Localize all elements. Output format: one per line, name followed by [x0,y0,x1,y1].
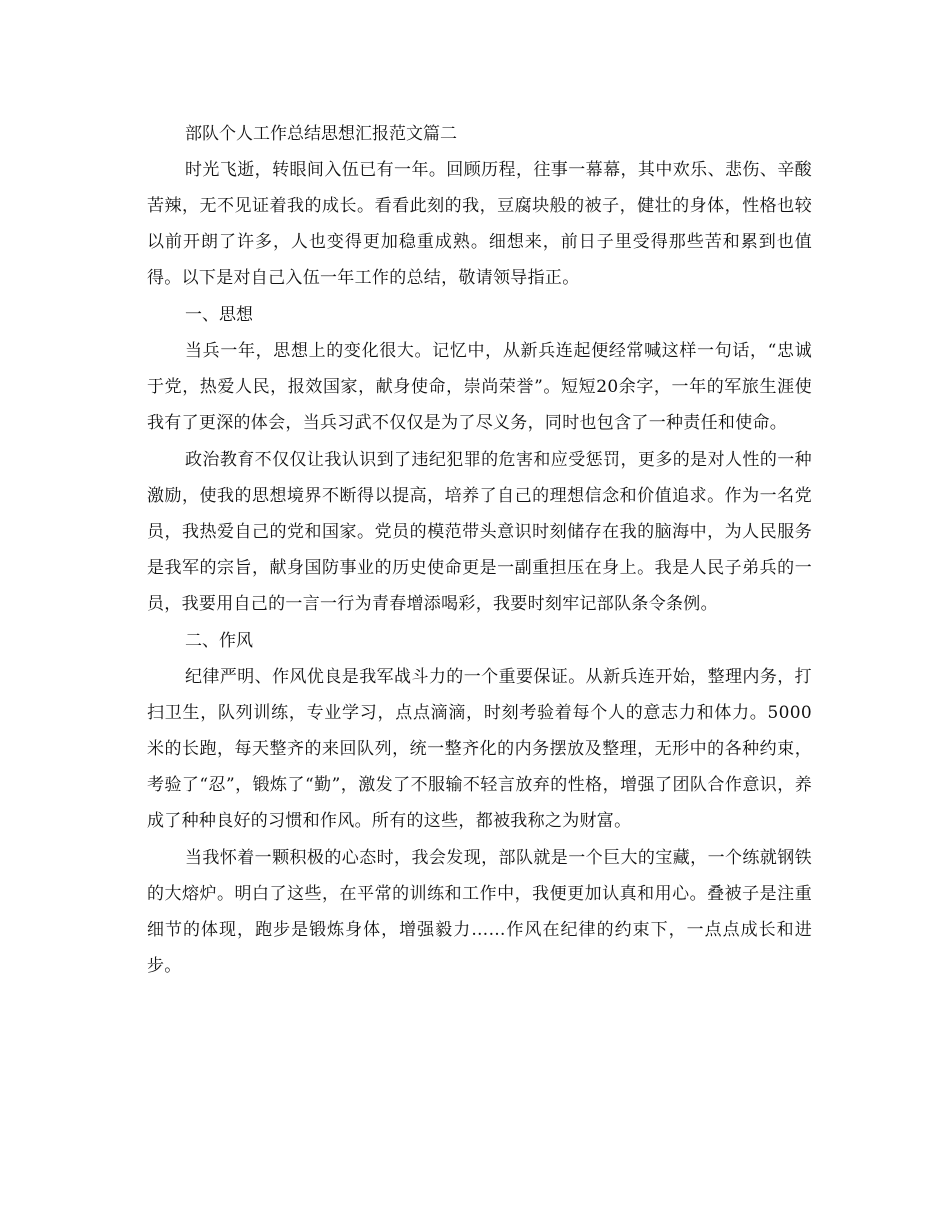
thought-paragraph-2: 政治教育不仅仅让我认识到了违纪犯罪的危害和应受惩罚，更多的是对人性的一种激励，使我的思想境界不断得以提高，培养了自己的理想信念和价值追求。作为一名党员，我热爱自己的党和国家。党员的模范带头意识时刻储存在我的脑海中，为人民服务是我军的宗旨，献身国防事业的历史使命更是一副重担压在身上。我是人民子弟兵的一员，我要用自己的一言一行为青春增添喝彩，我要时刻牢记部队条令条例。 [147,450,812,614]
intro-paragraph: 时光飞逝，转眼间入伍已有一年。回顾历程，往事一幕幕，其中欢乐、悲伤、辛酸苦辣，无不见证着我的成长。看看此刻的我，豆腐块般的被子，健壮的身体，性格也较以前开朗了许多，人也变得更加稳重成熟。细想来，前日子里受得那些苦和累到也值得。以下是对自己入伍一年工作的总结，敬请领导指正。 [147,160,812,288]
document-body [147,116,812,985]
style-paragraph-2: 当我怀着一颗积极的心态时，我会发现，部队就是一个巨大的宝藏，一个练就钢铁的大熔炉。明白了这些，在平常的训练和工作中，我便更加认真和用心。叠被子是注重细节的体现，跑步是锻炼身体，增强毅力……作风在纪律的约束下，一点点成长和进步。 [147,848,812,976]
thought-paragraph-1: 当兵一年，思想上的变化很大。记忆中，从新兵连起便经常喊这样一句话，“忠诚于党，热爱人民，报效国家，献身使命，崇尚荣誉”。短短20余字，一年的军旅生涯使我有了更深的体会，当兵习武不仅仅是为了尽义务，同时也包含了一种责任和使命。 [147,341,812,433]
document-title: 部队个人工作总结思想汇报范文篇二 [185,124,457,144]
style-paragraph-1: 纪律严明、作风优良是我军战斗力的一个重要保证。从新兵连开始，整理内务，打扫卫生，队列训练，专业学习，点点滴滴，时刻考验着每个人的意志力和体力。5000米的长跑，每天整齐的来回队列，统一整齐化的内务摆放及整理，无形中的各种约束，考验了“忍”，锻炼了“勤”，激发了不服输不轻言放弃的性格，增强了团队合作意识，养成了种种良好的习惯和作风。所有的这些，都被我称之为财富。 [147,667,812,831]
section-heading-style: 二、作风 [185,631,253,651]
section-heading-thought: 一、思想 [185,305,253,325]
